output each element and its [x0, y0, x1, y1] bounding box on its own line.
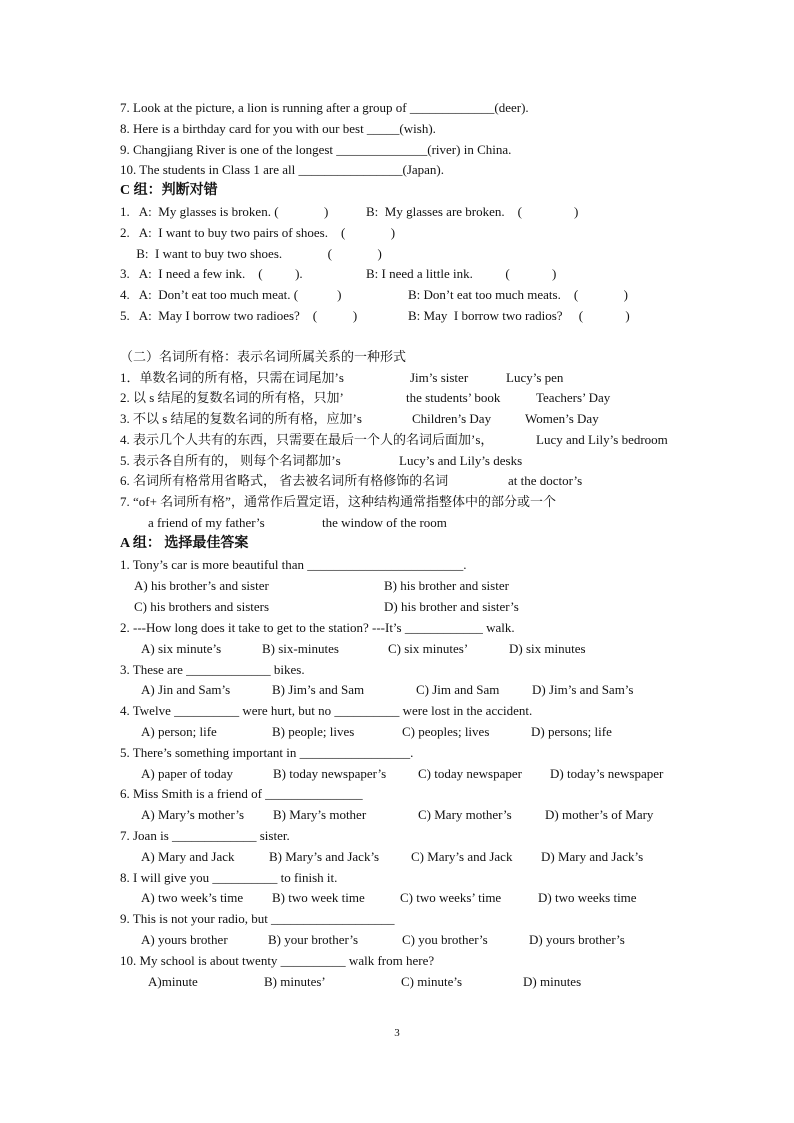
option: D) his brother and sister’s — [384, 599, 519, 614]
rule-example: Jim’s sister — [410, 370, 469, 385]
option: A) Mary’s mother’s — [141, 807, 245, 822]
rule-example: the window of the room — [322, 515, 447, 530]
rule-text: 4. 表示几个人共有的东西，只需要在最后一个人的名词后面加’s， — [120, 432, 494, 447]
rule-text: 3. 不以 s 结尾的复数名词的所有格，应加’s — [120, 411, 362, 426]
option: D) six minutes — [509, 641, 586, 656]
fill-item: 7. Look at the picture, a lion is running after a group of _____________(deer). — [120, 100, 529, 115]
option: D) two weeks time — [538, 890, 637, 905]
option: A) Jin and Sam’s — [141, 682, 231, 697]
rule-text: 1．单数名词的所有格，只需在词尾加’s — [120, 370, 344, 385]
rule-example: Lucy’s pen — [506, 370, 564, 385]
fill-item: 8. Here is a birthday card for you with our best _____(wish). — [120, 121, 436, 136]
rule-example: Lucy’s and Lily’s desks — [399, 453, 523, 468]
judge-item: B: I need a little ink. ( ) — [366, 266, 557, 281]
judge-item: 2. A: I want to buy two pairs of shoes. ( ) — [120, 225, 396, 240]
possessive-title: （二）名词所有格：表示名词所属关系的一种形式 — [120, 349, 407, 364]
option: A) person; life — [141, 724, 217, 739]
option: B) his brother and sister — [384, 578, 509, 593]
section-c-title: C 组：判断对错 — [120, 183, 218, 198]
rule-text: 2. 以 s 结尾的复数名词的所有格，只加’ — [120, 390, 344, 405]
option: B) Jim’s and Sam — [272, 682, 365, 697]
question-text: 3. These are _____________ bikes. — [120, 662, 305, 677]
option: B) Mary’s and Jack’s — [269, 849, 380, 864]
option: C) Jim and Sam — [416, 682, 500, 697]
option: B) today newspaper’s — [273, 766, 387, 781]
judge-item: 4. A: Don’t eat too much meat. ( ) — [120, 287, 342, 302]
question-text: 1. Tony’s car is more beautiful than ________________________. — [120, 557, 467, 572]
option: C) two weeks’ time — [400, 890, 502, 905]
option: A) two week’s time — [141, 890, 244, 905]
fill-item: 10. The students in Class 1 are all ________________(Japan). — [120, 162, 444, 177]
option: B) people; lives — [272, 724, 355, 739]
rule-example: at the doctor’s — [508, 473, 583, 488]
question-text: 6. Miss Smith is a friend of _______________ — [120, 786, 363, 801]
page-number: 3 — [394, 1027, 400, 1039]
option: C) Mary’s and Jack — [411, 849, 513, 864]
option: D) Jim’s and Sam’s — [532, 682, 634, 697]
fill-item: 9. Changjiang River is one of the longest ______________(river) in China. — [120, 142, 512, 157]
question-text: 5. There’s something important in _________________. — [120, 745, 414, 760]
option: B) six-minutes — [262, 641, 339, 656]
option: D) minutes — [523, 974, 582, 989]
judge-item: 5. A: May I borrow two radioes? ( ) — [120, 308, 358, 323]
option: A)minute — [148, 974, 198, 989]
rule-example: Lucy and Lily’s bedroom — [536, 432, 668, 447]
option: C) peoples; lives — [402, 724, 490, 739]
rule-example: Women’s Day — [525, 411, 599, 426]
option: C) you brother’s — [402, 932, 488, 947]
rule-example: a friend of my father’s — [148, 515, 265, 530]
option: C) today newspaper — [418, 766, 522, 781]
option: D) yours brother’s — [529, 932, 625, 947]
option: A) six minute’s — [141, 641, 222, 656]
judge-item: B: May I borrow two radios? ( ) — [408, 308, 630, 323]
judge-item: B: My glasses are broken. ( ) — [366, 204, 579, 219]
option: B) two week time — [272, 890, 365, 905]
judge-item: B: Don’t eat too much meats. ( ) — [408, 287, 629, 302]
option: C) six minutes’ — [388, 641, 469, 656]
rule-text: 5. 表示各自所有的， 则每个名词都加’s — [120, 453, 341, 468]
rule-example: the students’ book — [406, 390, 501, 405]
option: A) Mary and Jack — [141, 849, 235, 864]
question-text: 10. My school is about twenty __________ walk from here? — [120, 953, 435, 968]
rule-text: 7. “of+ 名词所有格”，通常作后置定语，这种结构通常指整体中的部分或一个 — [120, 494, 556, 509]
option: D) persons; life — [531, 724, 612, 739]
option: B) minutes’ — [264, 974, 326, 989]
option: D) mother’s of Mary — [545, 807, 654, 822]
option: C) Mary mother’s — [418, 807, 512, 822]
rule-text: 6. 名词所有格常用省略式， 省去被名词所有格修饰的名词 — [120, 473, 449, 488]
option: C) minute’s — [401, 974, 463, 989]
section-a-title: A 组： 选择最佳答案 — [120, 536, 249, 551]
rule-example: Teachers’ Day — [536, 390, 611, 405]
judge-item: B: I want to buy two shoes. ( ) — [120, 246, 382, 261]
option: A) his brother’s and sister — [134, 578, 269, 593]
option: D) today’s newspaper — [550, 766, 664, 781]
option: A) yours brother — [141, 932, 228, 947]
option: A) paper of today — [141, 766, 234, 781]
judge-item: 3. A: I need a few ink. ( ). — [120, 266, 303, 281]
option: B) Mary’s mother — [273, 807, 367, 822]
judge-item: 1. A: My glasses is broken. ( ) — [120, 204, 329, 219]
option: C) his brothers and sisters — [134, 599, 270, 614]
option: D) Mary and Jack’s — [541, 849, 644, 864]
question-text: 9. This is not your radio, but ___________________ — [120, 911, 395, 926]
question-text: 7. Joan is _____________ sister. — [120, 828, 290, 843]
question-text: 2. ---How long does it take to get to the station? ---It’s ____________ walk. — [120, 620, 515, 635]
option: B) your brother’s — [268, 932, 359, 947]
question-text: 8. I will give you __________ to finish it. — [120, 870, 338, 885]
question-text: 4. Twelve __________ were hurt, but no __________ were lost in the accident. — [120, 703, 533, 718]
rule-example: Children’s Day — [412, 411, 492, 426]
